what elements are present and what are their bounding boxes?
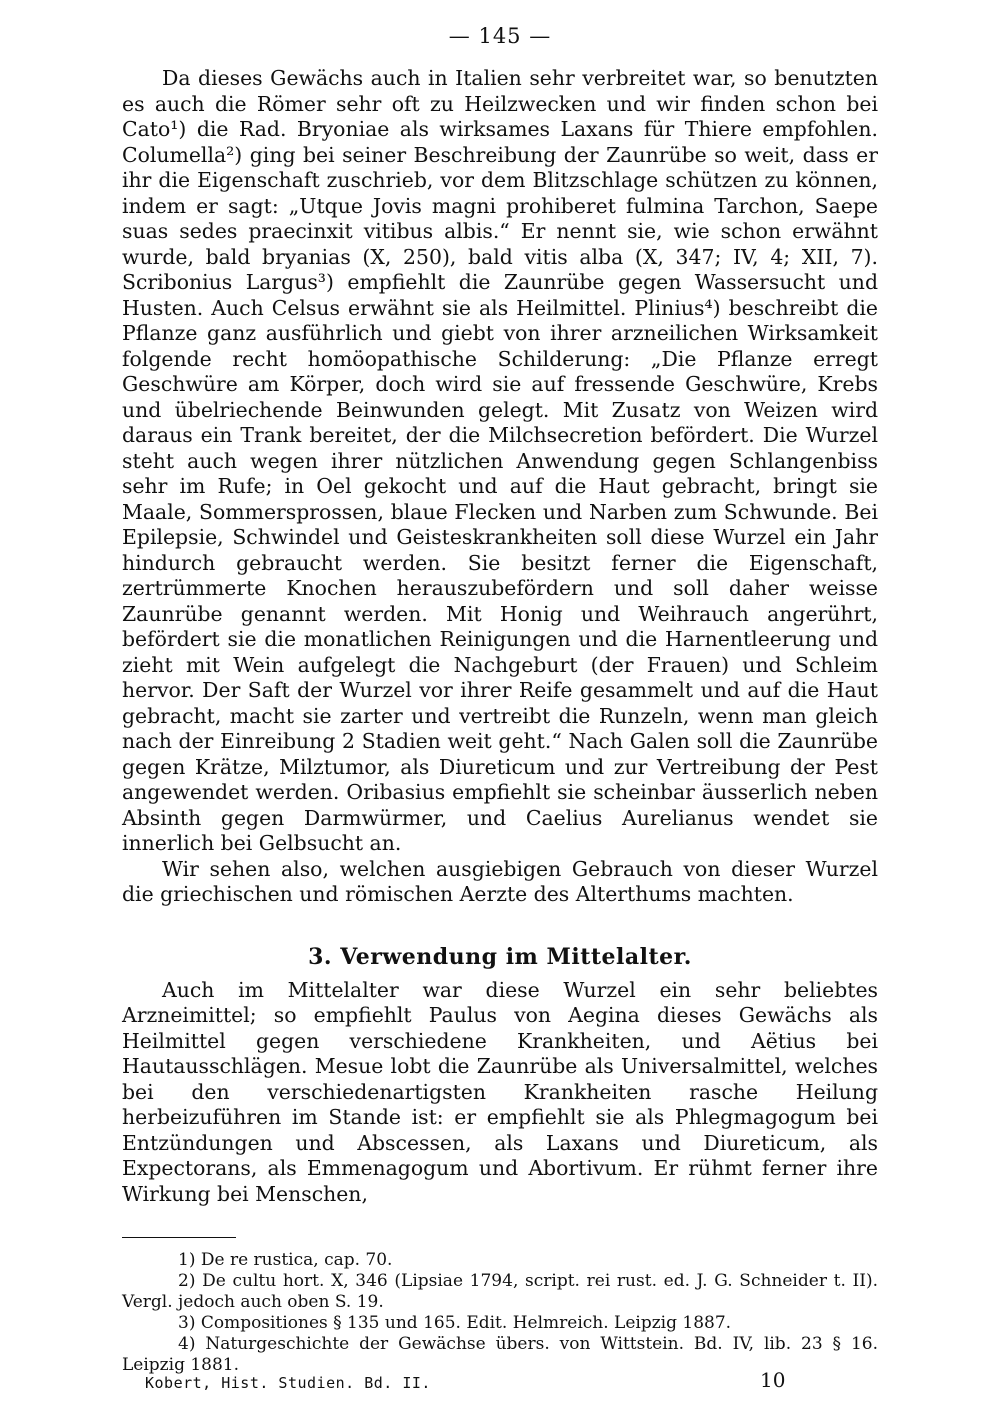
page-body [122, 24, 878, 1376]
footnote-3: 3) Compositiones § 135 und 165. Edit. Helmreich. Leipzig 1887. [178, 1313, 732, 1333]
paragraph-summary: Wir sehen also, welchen ausgiebigen Gebrauch von dieser Wurzel die griechischen und römischen Aerzte des Alterthums machten. [122, 856, 878, 906]
paragraph-middle-ages: Auch im Mittelalter war diese Wurzel ein sehr beliebtes Arzneimittel; so empfiehlt Paulus von Aegina dieses Gewächs als Heilmittel gegen verschiedene Krankheiten, und Aëtius bei Hautausschlägen. Mesue lobt die Zaunrübe als Universalmittel, welches bei den verschiedenartigsten Krankheiten rasche Heilung herbeizuführen im Stande ist: er empfiehlt sie als Phlegmagogum bei Entzündungen und Abscessen, als Laxans und Diureticum, als Expectorans, als Emmenagogum und Abortivum. Er rühmt ferner ihre Wirkung bei Menschen, [122, 977, 878, 1206]
footnote-1: 1) De re rustica, cap. 70. [178, 1250, 393, 1270]
signature-line: Kobert, Hist. Studien. Bd. II. [145, 1374, 431, 1392]
footnotes [122, 1250, 878, 1376]
paragraph-roman-usage: Da dieses Gewächs auch in Italien sehr verbreitet war, so benutzten es auch die Römer sehr oft zu Heilzwecken und wir finden schon bei Cato¹) die Rad. Bryoniae als wirksames Laxans für Thiere empfohlen. Columella²) ging bei seiner Beschreibung der Zaunrübe so weit, dass er ihr die Eigenschaft zuschrieb, vor dem Blitzschlage schützen zu können, indem er sagt: „Utque Jovis magni prohiberet fulmina Tarchon, Saepe suas sedes praecinxit vitibus albis.“ Er nennt sie, wie schon erwähnt wurde, bald bryanias (X, 250), bald vitis alba (X, 347; IV, 4; XII, 7). Scribonius Largus³) empfiehlt die Zaunrübe gegen Wassersucht und Husten. Auch Celsus erwähnt sie als Heilmittel. Plinius⁴) beschreibt die Pflanze ganz ausführlich und giebt von ihrer arzneilichen Wirksamkeit folgende recht homöopathische Schilderung: „Die Pflanze erregt Geschwüre am Körper, doch wird sie auf fressende Geschwüre, Krebs und übelriechende Beinwunden gelegt. Mit Zusatz von Weizen wird daraus ein Trank bereitet, der die Milchsecretion befördert. Die Wurzel steht auch wegen ihrer nützlichen Anwendung gegen Schlangenbiss sehr im Rufe; in Oel gekocht und auf die Haut gebracht, bringt sie Maale, Sommersprossen, blaue Flecken und Narben zum Schwunde. Bei Epilepsie, Schwindel und Geisteskrankheiten soll diese Wurzel ein Jahr hindurch gebraucht werden. Sie besitzt ferner die Eigenschaft, zertrümmerte Knochen herauszubefördern und soll daher weisse Zaunrübe genannt werden. Mit Honig und Weihrauch angerührt, befördert sie die monatlichen Reinigungen und die Harnentleerung und zieht mit Wein aufgelegt die Nachgeburt (der Frauen) und Schleim hervor. Der Saft der Wurzel vor ihrer Reife gesammelt und auf die Haut gebracht, macht sie zarter und vertreibt die Runzeln, wenn man gleich nach der Einreibung 2 Stadien weit geht.“ Nach Galen soll die Zaunrübe gegen Krätze, Milztumor, als Diureticum und zur Vertreibung der Pest angewendet werden. Oribasius empfiehlt sie scheinbar äusserlich neben Absinth gegen Darmwürmer, und Caelius Aurelianus wendet sie innerlich bei Gelbsucht an. [122, 66, 878, 855]
footnote-separator [122, 1237, 236, 1238]
sheet-number: 10 [760, 1368, 786, 1392]
footnote-4: 4) Naturgeschichte der Gewächse übers. von Wittstein. Bd. IV, lib. 23 § 16. Leipzig 1881. [122, 1334, 878, 1375]
footnote-2: 2) De cultu hort. X, 346 (Lipsiae 1794, script. rei rust. ed. J. G. Schneider t. II). Vergl. jedoch auch oben S. 19. [122, 1271, 878, 1312]
section-heading: 3. Verwendung im Mittelalter. [308, 943, 692, 970]
page-number: — 145 — [448, 24, 552, 48]
